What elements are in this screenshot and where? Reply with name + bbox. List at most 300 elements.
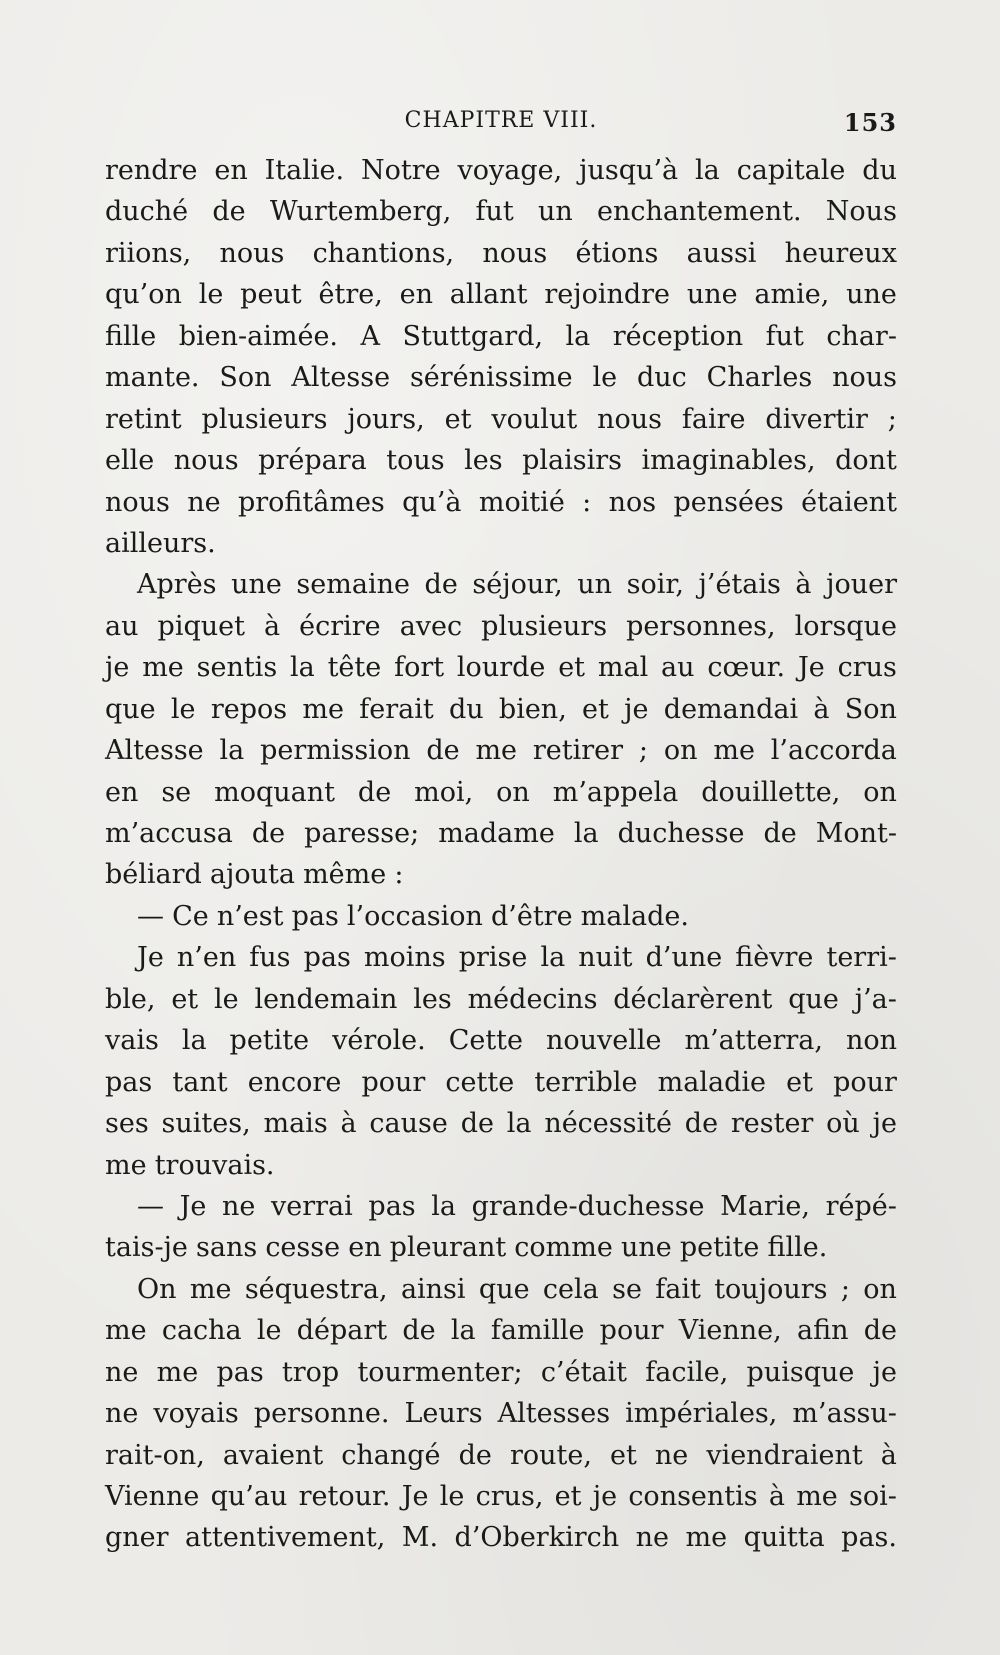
word: char- xyxy=(826,320,897,352)
text-line xyxy=(105,689,897,730)
word: malade. xyxy=(580,900,689,932)
word: pleurant xyxy=(389,1232,507,1264)
word: et xyxy=(609,1439,637,1471)
text-line xyxy=(105,1103,897,1144)
word: de xyxy=(251,818,286,849)
word: me xyxy=(796,1481,838,1512)
word: retour. xyxy=(298,1481,391,1512)
word: imaginables, xyxy=(641,445,816,477)
word: ses xyxy=(105,1108,149,1140)
word: la xyxy=(565,320,591,352)
word: de xyxy=(863,1315,897,1347)
word: je xyxy=(872,1356,897,1388)
word: la xyxy=(540,942,566,974)
word: se xyxy=(612,1273,642,1305)
text-line xyxy=(105,1352,897,1393)
word: profitâmes xyxy=(237,486,385,518)
word: de xyxy=(426,735,460,767)
word: On xyxy=(137,1273,177,1305)
word: n’en xyxy=(176,942,237,974)
word: Mont- xyxy=(815,818,897,849)
word: terrible xyxy=(534,1066,638,1098)
text-line xyxy=(105,1517,897,1558)
text-line xyxy=(105,564,897,605)
word: au xyxy=(661,652,695,684)
word: voulut xyxy=(491,403,578,435)
text-line xyxy=(105,1227,897,1268)
word: Après xyxy=(137,569,217,601)
word: rendre xyxy=(105,155,198,186)
word: plaisirs xyxy=(522,445,623,477)
word: quitta xyxy=(743,1522,825,1554)
word: heureux xyxy=(784,237,897,269)
word: enchantement. xyxy=(596,196,802,228)
word: fille. xyxy=(767,1232,828,1264)
word: piquet xyxy=(157,610,245,642)
chapter-title: CHAPITRE VIII. xyxy=(404,108,598,133)
text-line xyxy=(105,606,897,647)
word: Altesses xyxy=(497,1398,611,1430)
word: cesse xyxy=(265,1232,341,1264)
word: chantions, xyxy=(312,237,455,269)
text-line xyxy=(105,1186,897,1227)
word: ailleurs. xyxy=(105,527,216,559)
word: trouvais. xyxy=(154,1149,275,1181)
word: étions xyxy=(575,237,659,269)
word: soi- xyxy=(849,1481,897,1512)
word: comme xyxy=(514,1232,613,1264)
word: d’Oberkirch xyxy=(454,1522,620,1554)
word: une xyxy=(620,1232,672,1264)
word: tais-je xyxy=(105,1232,188,1264)
page-number: 153 xyxy=(843,108,897,137)
word: Je xyxy=(137,942,164,974)
word: la xyxy=(219,735,245,767)
word: jouer xyxy=(826,569,897,601)
word: me xyxy=(713,735,755,767)
word: en xyxy=(105,776,139,808)
word: impériales, xyxy=(625,1398,778,1430)
word: dont xyxy=(835,445,897,477)
word: duchesse xyxy=(617,818,745,849)
word: lorsque xyxy=(794,610,897,642)
text-line xyxy=(105,1476,897,1517)
word: de xyxy=(460,1108,494,1140)
word: paresse; xyxy=(304,818,420,849)
word: riions, xyxy=(105,237,192,269)
word: : xyxy=(582,486,592,518)
word: et xyxy=(554,1481,582,1512)
word: Cette xyxy=(448,1025,524,1057)
word: ferait xyxy=(359,693,434,725)
word: moi, xyxy=(414,776,474,808)
word: ne xyxy=(105,1356,139,1388)
word: qu’on xyxy=(105,279,182,311)
word: changé xyxy=(341,1439,441,1471)
word: on xyxy=(496,776,530,808)
word: l’accorda xyxy=(770,735,897,767)
word: se xyxy=(161,776,192,808)
word: personnes, xyxy=(626,610,776,642)
word: Notre xyxy=(361,155,441,186)
word: Italie. xyxy=(264,155,345,186)
word: me xyxy=(105,1149,147,1181)
word: fut xyxy=(475,196,514,228)
word: Je xyxy=(797,652,825,684)
word: d’être xyxy=(490,900,573,932)
word: ne xyxy=(635,1522,669,1554)
text-line xyxy=(105,274,897,315)
word: jusqu’à xyxy=(579,155,679,186)
word: Je xyxy=(401,1481,429,1512)
word: pas xyxy=(291,900,339,932)
word: ; xyxy=(840,1273,850,1305)
word: Nous xyxy=(825,196,897,228)
word: maladie xyxy=(657,1066,766,1098)
word: me xyxy=(685,1522,728,1554)
word: ne xyxy=(654,1439,689,1471)
word: la xyxy=(290,652,315,684)
word: de xyxy=(402,1315,436,1347)
word: pour xyxy=(361,1066,426,1098)
text-line xyxy=(105,357,897,398)
word: sentis xyxy=(196,652,278,684)
word: être, xyxy=(318,279,383,311)
word: divertir xyxy=(765,403,868,435)
text-line xyxy=(105,1435,897,1476)
word: cause xyxy=(369,1108,448,1140)
word: aussi xyxy=(686,237,757,269)
text-line xyxy=(105,937,897,978)
word: pensées xyxy=(673,486,784,518)
word: le xyxy=(198,279,224,311)
word: tourmenter; xyxy=(357,1356,523,1388)
word: le xyxy=(256,1315,282,1347)
word: me xyxy=(302,693,344,725)
text-line xyxy=(105,1145,897,1186)
word: cette xyxy=(445,1066,515,1098)
word: et xyxy=(558,652,586,684)
word: grande-duchesse xyxy=(471,1190,705,1222)
word: qu’à xyxy=(402,486,462,518)
word: médecins xyxy=(467,983,598,1015)
word: la xyxy=(431,1190,456,1222)
word: moitié xyxy=(478,486,565,518)
word: bien, xyxy=(498,693,567,725)
word: tête xyxy=(327,652,382,684)
word: une xyxy=(846,279,897,311)
word: facile, xyxy=(645,1356,729,1388)
word: famille xyxy=(490,1315,585,1347)
word: personne. xyxy=(253,1398,390,1430)
word: duché xyxy=(105,196,189,228)
word: suites, xyxy=(161,1108,251,1140)
word: le xyxy=(170,693,196,725)
word: à xyxy=(880,1439,897,1471)
body-text xyxy=(105,150,897,1559)
word: non xyxy=(845,1025,897,1057)
word: trop xyxy=(281,1356,340,1388)
word: cacha xyxy=(161,1315,242,1347)
word: l’occasion xyxy=(346,900,483,932)
word: madame xyxy=(438,818,555,849)
text-line xyxy=(105,1393,897,1434)
word: retint xyxy=(105,403,182,435)
word: cela xyxy=(542,1273,599,1305)
word: semaine xyxy=(296,569,410,601)
word: vais xyxy=(105,1025,159,1057)
word: pas xyxy=(303,942,351,974)
word: ble, xyxy=(105,983,156,1015)
text-line xyxy=(105,150,897,191)
word: encore xyxy=(247,1066,342,1098)
word: fille xyxy=(105,320,157,352)
text-line xyxy=(105,730,897,771)
word: avec xyxy=(399,610,463,642)
word: toujours xyxy=(714,1273,828,1305)
word: M. xyxy=(401,1522,439,1554)
text-line xyxy=(105,1062,897,1103)
word: Leurs xyxy=(404,1398,483,1430)
word: pas xyxy=(216,1356,264,1388)
word: nous xyxy=(105,486,170,518)
word: gner xyxy=(105,1522,169,1554)
word: m’accusa xyxy=(105,818,233,849)
word: Charles xyxy=(706,362,813,394)
word: le xyxy=(213,983,239,1015)
word: nous xyxy=(482,237,548,269)
word: mante. xyxy=(105,362,200,394)
word: les xyxy=(464,445,503,477)
word: douillette, xyxy=(701,776,841,808)
word: à xyxy=(340,1108,357,1140)
word: — xyxy=(137,1190,164,1222)
text-line xyxy=(105,440,897,481)
word: que xyxy=(105,693,156,725)
word: ajouta xyxy=(209,859,295,891)
word: de xyxy=(458,1439,492,1471)
word: séjour, xyxy=(472,569,563,601)
word: nous xyxy=(219,237,285,269)
word: du xyxy=(862,155,897,186)
running-head xyxy=(105,108,897,144)
word: amie, xyxy=(754,279,830,311)
word: : xyxy=(394,859,404,891)
word: Ce xyxy=(172,900,209,932)
word: c’était xyxy=(540,1356,628,1388)
word: le xyxy=(439,1481,465,1512)
word: nécessité xyxy=(544,1108,672,1140)
word: duc xyxy=(637,362,687,394)
word: fait xyxy=(655,1273,701,1305)
word: mais xyxy=(263,1108,328,1140)
text-line xyxy=(105,854,897,895)
word: séquestra, xyxy=(244,1273,388,1305)
word: fut xyxy=(765,320,804,352)
word: tant xyxy=(172,1066,228,1098)
word: en xyxy=(348,1232,382,1264)
text-line xyxy=(105,813,897,854)
word: cœur. xyxy=(707,652,786,684)
word: à xyxy=(768,1481,785,1512)
word: nous xyxy=(832,362,897,394)
text-line xyxy=(105,647,897,688)
word: qu’au xyxy=(210,1481,288,1512)
word: la xyxy=(695,155,720,186)
word: mal xyxy=(597,652,649,684)
word: la xyxy=(573,818,599,849)
word: me xyxy=(189,1273,232,1305)
word: ne xyxy=(222,1190,256,1222)
word: ; xyxy=(887,403,897,435)
word: rait-on, xyxy=(105,1439,205,1471)
word: plusieurs xyxy=(481,610,608,642)
word: et xyxy=(582,693,609,725)
word: Wurtemberg, xyxy=(269,196,452,228)
word: me xyxy=(142,652,184,684)
word: afin xyxy=(796,1315,849,1347)
word: en xyxy=(399,279,433,311)
word: Son xyxy=(844,693,897,725)
word: déclarèrent xyxy=(613,983,773,1015)
word: étaient xyxy=(801,486,897,518)
word: pas xyxy=(368,1190,416,1222)
word: une xyxy=(686,279,738,311)
word: un xyxy=(537,196,573,228)
word: de xyxy=(424,569,458,601)
word: route, xyxy=(509,1439,592,1471)
word: on xyxy=(663,735,698,767)
word: et xyxy=(786,1066,813,1098)
word: m’appela xyxy=(552,776,679,808)
word: puisque xyxy=(746,1356,855,1388)
word: me xyxy=(475,735,518,767)
word: attentivement, xyxy=(185,1522,386,1554)
word: soir, xyxy=(626,569,684,601)
word: viendraient xyxy=(706,1439,863,1471)
word: Altesse xyxy=(105,735,204,767)
word: au xyxy=(105,610,139,642)
word: n’est xyxy=(216,900,284,932)
word: nouvelle xyxy=(546,1025,662,1057)
word: de xyxy=(684,1108,719,1140)
word: pas xyxy=(105,1066,153,1098)
word: même xyxy=(303,859,387,891)
word: capitale xyxy=(736,155,846,186)
word: nous xyxy=(597,403,662,435)
text-line xyxy=(105,233,897,274)
word: je xyxy=(592,1481,618,1512)
word: nous xyxy=(173,445,239,477)
word: permission xyxy=(260,735,411,767)
word: la xyxy=(181,1025,207,1057)
word: j’étais xyxy=(698,569,781,601)
word: Marie, xyxy=(720,1190,810,1222)
word: sans xyxy=(196,1232,258,1264)
word: jours, xyxy=(347,403,425,435)
word: pas. xyxy=(841,1522,897,1554)
word: ne xyxy=(105,1398,139,1430)
text-line xyxy=(105,1020,897,1061)
word: la xyxy=(450,1315,476,1347)
word: le xyxy=(592,362,618,394)
word: béliard xyxy=(105,859,202,891)
word: consentis xyxy=(628,1481,758,1512)
word: je xyxy=(624,693,649,725)
word: elle xyxy=(105,445,155,477)
word: fièvre xyxy=(735,942,814,974)
word: à xyxy=(813,693,830,725)
word: avaient xyxy=(222,1439,324,1471)
word: la xyxy=(506,1108,532,1140)
text-line xyxy=(105,896,897,937)
word: nuit xyxy=(578,942,633,974)
word: on xyxy=(863,1273,897,1305)
word: verrai xyxy=(271,1190,353,1222)
word: Stuttgard, xyxy=(402,320,544,352)
word: sérénissime xyxy=(409,362,573,394)
word: Son xyxy=(219,362,272,394)
word: prépara xyxy=(258,445,367,477)
word: retirer xyxy=(532,735,624,767)
word: faire xyxy=(681,403,746,435)
word: à xyxy=(263,610,281,642)
word: que xyxy=(788,983,839,1015)
word: repos xyxy=(210,693,288,725)
word: moquant xyxy=(214,776,335,808)
word: je xyxy=(105,652,130,684)
word: voyage, xyxy=(457,155,563,186)
word: rejoindre xyxy=(544,279,671,311)
word: vérole. xyxy=(332,1025,426,1057)
word: m’assu- xyxy=(792,1398,897,1430)
word: plusieurs xyxy=(201,403,328,435)
word: Altesse xyxy=(291,362,391,394)
text-line xyxy=(105,772,897,813)
word: j’a- xyxy=(854,983,897,1015)
word: et xyxy=(444,403,472,435)
word: fort xyxy=(394,652,445,684)
text-line xyxy=(105,399,897,440)
word: me xyxy=(156,1356,199,1388)
word: petite xyxy=(679,1232,760,1264)
word: et xyxy=(171,983,199,1015)
word: crus, xyxy=(475,1481,544,1512)
word: Vienne, xyxy=(678,1315,782,1347)
word: demandai xyxy=(663,693,799,725)
word: un xyxy=(577,569,613,601)
word: voyais xyxy=(153,1398,239,1430)
word: tous xyxy=(386,445,445,477)
word: — xyxy=(137,900,164,932)
word: une xyxy=(231,569,282,601)
text-line xyxy=(105,482,897,523)
word: allant xyxy=(449,279,528,311)
word: du xyxy=(448,693,484,725)
word: en xyxy=(214,155,248,186)
word: prise xyxy=(458,942,528,974)
word: crus xyxy=(837,652,897,684)
word: peut xyxy=(240,279,302,311)
text-line xyxy=(105,1310,897,1351)
word: où xyxy=(826,1108,860,1140)
text-line xyxy=(105,979,897,1020)
word: réception xyxy=(612,320,744,352)
word: ne xyxy=(187,486,221,518)
word: les xyxy=(413,983,452,1015)
text-line xyxy=(105,523,897,564)
word: me xyxy=(105,1315,147,1347)
